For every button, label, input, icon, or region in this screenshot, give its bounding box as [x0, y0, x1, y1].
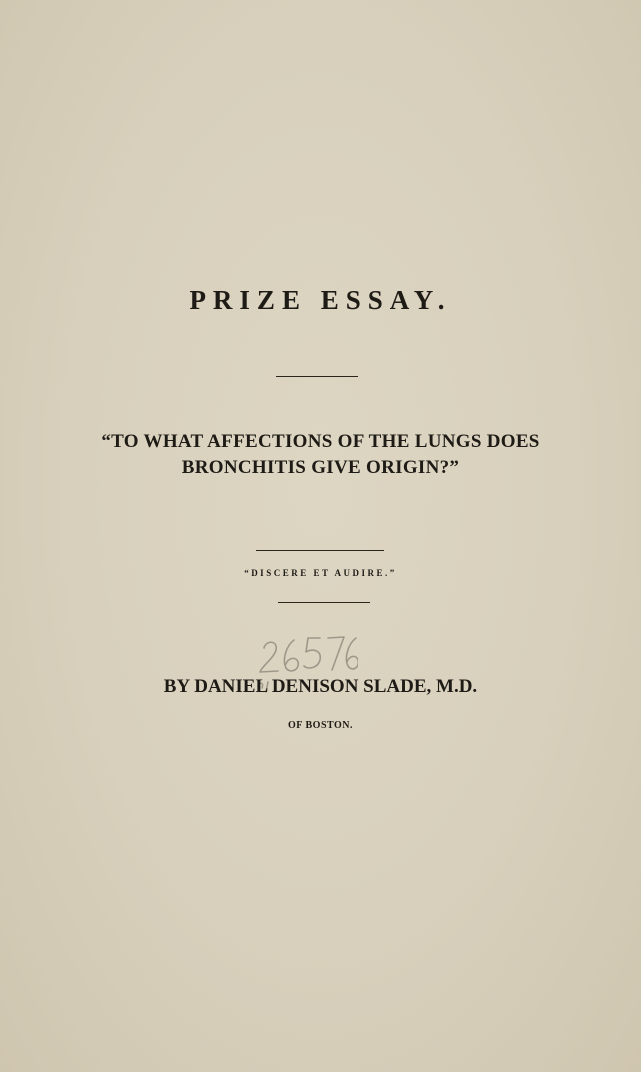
- divider-rule: [278, 602, 370, 603]
- divider-rule: [256, 550, 384, 551]
- author-line: BY DANIEL DENISON SLADE, M.D.: [163, 676, 478, 697]
- essay-question-line-2: BRONCHITIS GIVE ORIGIN?”: [181, 457, 460, 478]
- essay-question-line-1: “TO WHAT AFFECTIONS OF THE LUNGS DOES: [101, 431, 540, 452]
- divider-rule: [276, 376, 358, 377]
- author-location: OF BOSTON.: [287, 720, 353, 731]
- page-title: PRIZE ESSAY.: [189, 285, 452, 315]
- latin-motto: “DISCERE ET AUDIRE.”: [244, 568, 397, 578]
